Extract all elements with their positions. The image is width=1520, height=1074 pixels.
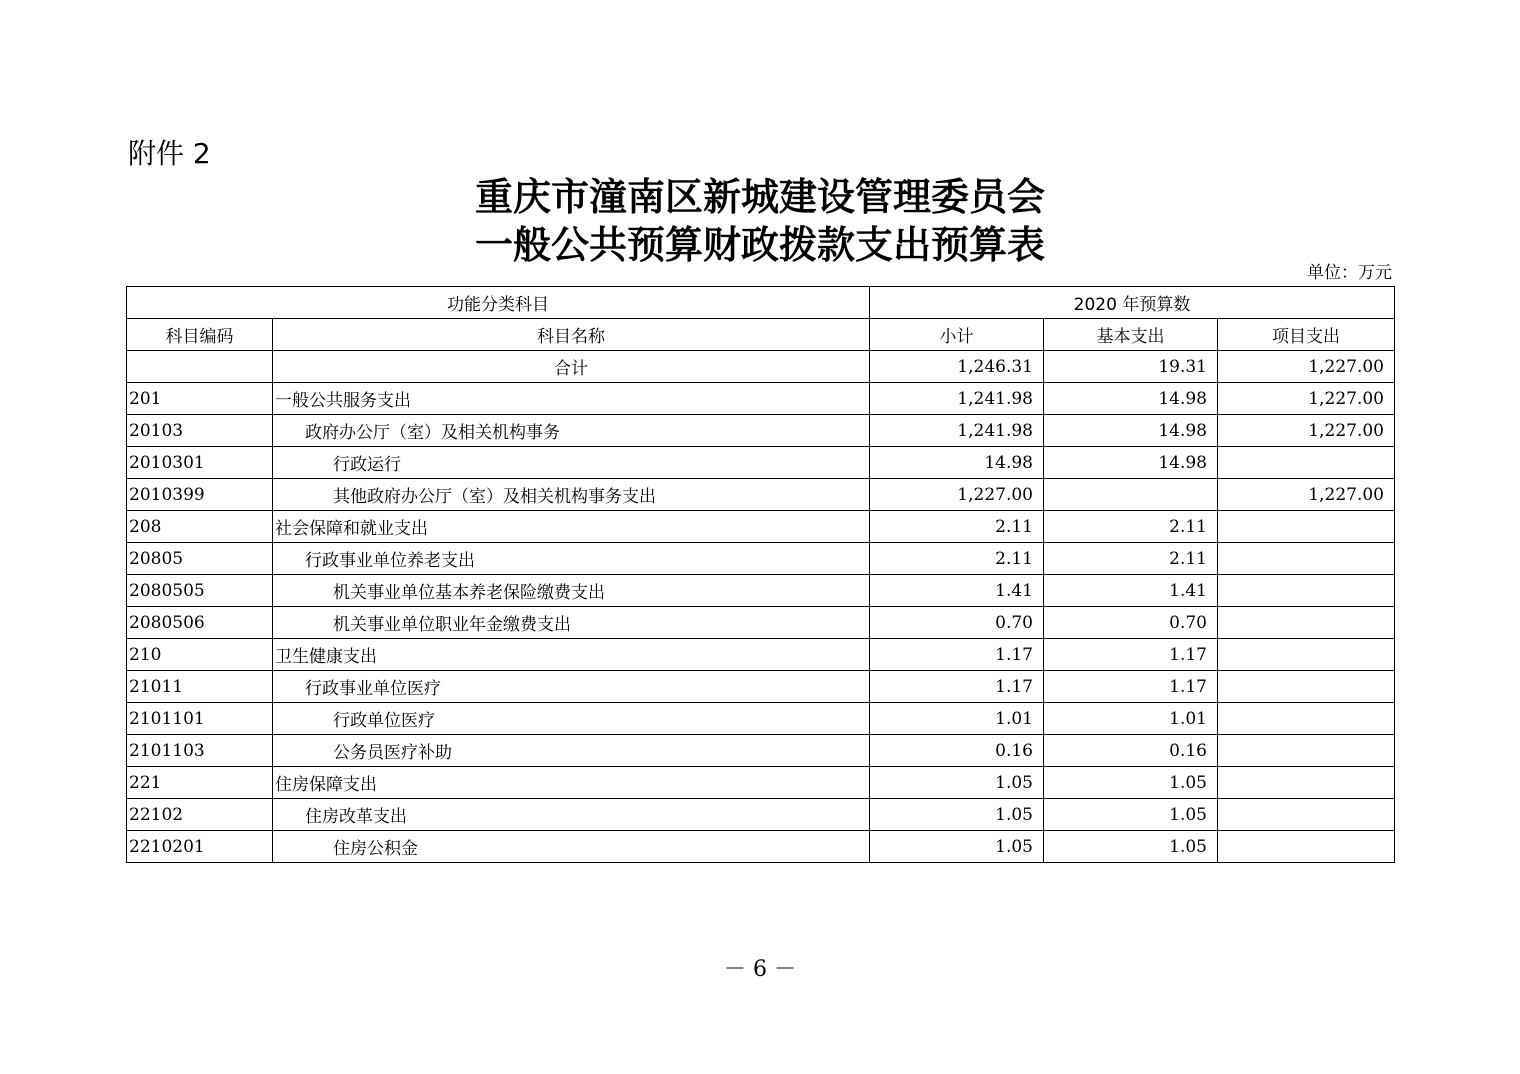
row-subtotal: 14.98: [870, 447, 1044, 479]
row-project: [1218, 671, 1395, 703]
row-name: 住房公积金: [273, 831, 870, 863]
row-subtotal: 2.11: [870, 511, 1044, 543]
row-name: 行政事业单位养老支出: [273, 543, 870, 575]
table-row: [127, 415, 1395, 447]
row-subtotal: 0.16: [870, 735, 1044, 767]
row-project: [1218, 511, 1395, 543]
row-subtotal: 1,227.00: [870, 479, 1044, 511]
row-basic: 1.17: [1044, 671, 1218, 703]
row-name: 机关事业单位基本养老保险缴费支出: [273, 575, 870, 607]
page-number: － 6 －: [724, 957, 796, 982]
group-header-function-category: 功能分类科目: [127, 287, 870, 319]
table-row: [127, 479, 1395, 511]
table-row: [127, 735, 1395, 767]
total-subtotal: 1,246.31: [870, 351, 1044, 383]
row-project: [1218, 767, 1395, 799]
table-row: [127, 543, 1395, 575]
row-project: [1218, 447, 1395, 479]
row-basic: 1.01: [1044, 703, 1218, 735]
table-row: [127, 575, 1395, 607]
document-title-line-2: 一般公共预算财政拨款支出预算表: [474, 223, 1045, 267]
total-project: 1,227.00: [1218, 351, 1395, 383]
document-title-line-1: 重庆市潼南区新城建设管理委员会: [474, 175, 1045, 219]
group-header-budget-year: 2020 年预算数: [870, 287, 1395, 319]
table-row: [127, 767, 1395, 799]
row-basic: 2.11: [1044, 543, 1218, 575]
budget-table: [126, 286, 1395, 863]
row-code: 2080505: [127, 575, 273, 607]
table-column-header-row: [127, 319, 1395, 351]
table-row: [127, 831, 1395, 863]
row-subtotal: 1.05: [870, 799, 1044, 831]
row-code: 208: [127, 511, 273, 543]
row-project: [1218, 543, 1395, 575]
row-subtotal: 1.05: [870, 831, 1044, 863]
row-basic: [1044, 479, 1218, 511]
row-subtotal: 1.17: [870, 671, 1044, 703]
row-basic: 2.11: [1044, 511, 1218, 543]
row-project: 1,227.00: [1218, 479, 1395, 511]
row-name: 社会保障和就业支出: [273, 511, 870, 543]
row-name: 政府办公厅（室）及相关机构事务: [273, 415, 870, 447]
row-code: 2010301: [127, 447, 273, 479]
row-project: [1218, 735, 1395, 767]
row-project: 1,227.00: [1218, 383, 1395, 415]
row-basic: 14.98: [1044, 383, 1218, 415]
row-name: 住房保障支出: [273, 767, 870, 799]
row-basic: 0.16: [1044, 735, 1218, 767]
table-row: [127, 607, 1395, 639]
total-basic: 19.31: [1044, 351, 1218, 383]
row-subtotal: 2.11: [870, 543, 1044, 575]
row-code: 2010399: [127, 479, 273, 511]
row-subtotal: 1.01: [870, 703, 1044, 735]
table-row-total: [127, 351, 1395, 383]
row-subtotal: 1.17: [870, 639, 1044, 671]
row-basic: 1.05: [1044, 767, 1218, 799]
row-name: 一般公共服务支出: [273, 383, 870, 415]
row-project: [1218, 799, 1395, 831]
row-project: [1218, 575, 1395, 607]
table-row: [127, 799, 1395, 831]
row-basic: 1.41: [1044, 575, 1218, 607]
row-project: [1218, 703, 1395, 735]
table-group-header-row: [127, 287, 1395, 319]
row-code: 210: [127, 639, 273, 671]
row-name: 行政运行: [273, 447, 870, 479]
row-code: 21011: [127, 671, 273, 703]
row-code: 20805: [127, 543, 273, 575]
row-code: 22102: [127, 799, 273, 831]
column-header-project: 项目支出: [1218, 319, 1395, 351]
table-body: [127, 351, 1395, 863]
row-code: 221: [127, 767, 273, 799]
row-name: 机关事业单位职业年金缴费支出: [273, 607, 870, 639]
unit-label: 单位：万元: [1307, 263, 1392, 283]
table-row: [127, 447, 1395, 479]
total-label: 合计: [273, 351, 870, 383]
row-name: 卫生健康支出: [273, 639, 870, 671]
row-basic: 1.17: [1044, 639, 1218, 671]
row-name: 行政单位医疗: [273, 703, 870, 735]
row-code: 2101101: [127, 703, 273, 735]
row-basic: 0.70: [1044, 607, 1218, 639]
row-name: 行政事业单位医疗: [273, 671, 870, 703]
column-header-basic: 基本支出: [1044, 319, 1218, 351]
row-subtotal: 1.41: [870, 575, 1044, 607]
row-code: 2080506: [127, 607, 273, 639]
row-basic: 1.05: [1044, 799, 1218, 831]
row-name: 其他政府办公厅（室）及相关机构事务支出: [273, 479, 870, 511]
row-subtotal: 0.70: [870, 607, 1044, 639]
table-row: [127, 383, 1395, 415]
table-row: [127, 511, 1395, 543]
row-project: 1,227.00: [1218, 415, 1395, 447]
row-code: 2101103: [127, 735, 273, 767]
table-row: [127, 703, 1395, 735]
row-name: 住房改革支出: [273, 799, 870, 831]
row-subtotal: 1,241.98: [870, 415, 1044, 447]
row-code: 20103: [127, 415, 273, 447]
row-name: 公务员医疗补助: [273, 735, 870, 767]
row-subtotal: 1.05: [870, 767, 1044, 799]
row-basic: 14.98: [1044, 447, 1218, 479]
row-code: 201: [127, 383, 273, 415]
total-code-cell: [127, 351, 273, 383]
row-code: 2210201: [127, 831, 273, 863]
table-row: [127, 639, 1395, 671]
row-basic: 1.05: [1044, 831, 1218, 863]
column-header-code: 科目编码: [127, 319, 273, 351]
column-header-subtotal: 小计: [870, 319, 1044, 351]
column-header-name: 科目名称: [273, 319, 870, 351]
row-basic: 14.98: [1044, 415, 1218, 447]
row-subtotal: 1,241.98: [870, 383, 1044, 415]
table-row: [127, 671, 1395, 703]
row-project: [1218, 607, 1395, 639]
row-project: [1218, 639, 1395, 671]
row-project: [1218, 831, 1395, 863]
attachment-label: 附件 2: [128, 137, 211, 170]
